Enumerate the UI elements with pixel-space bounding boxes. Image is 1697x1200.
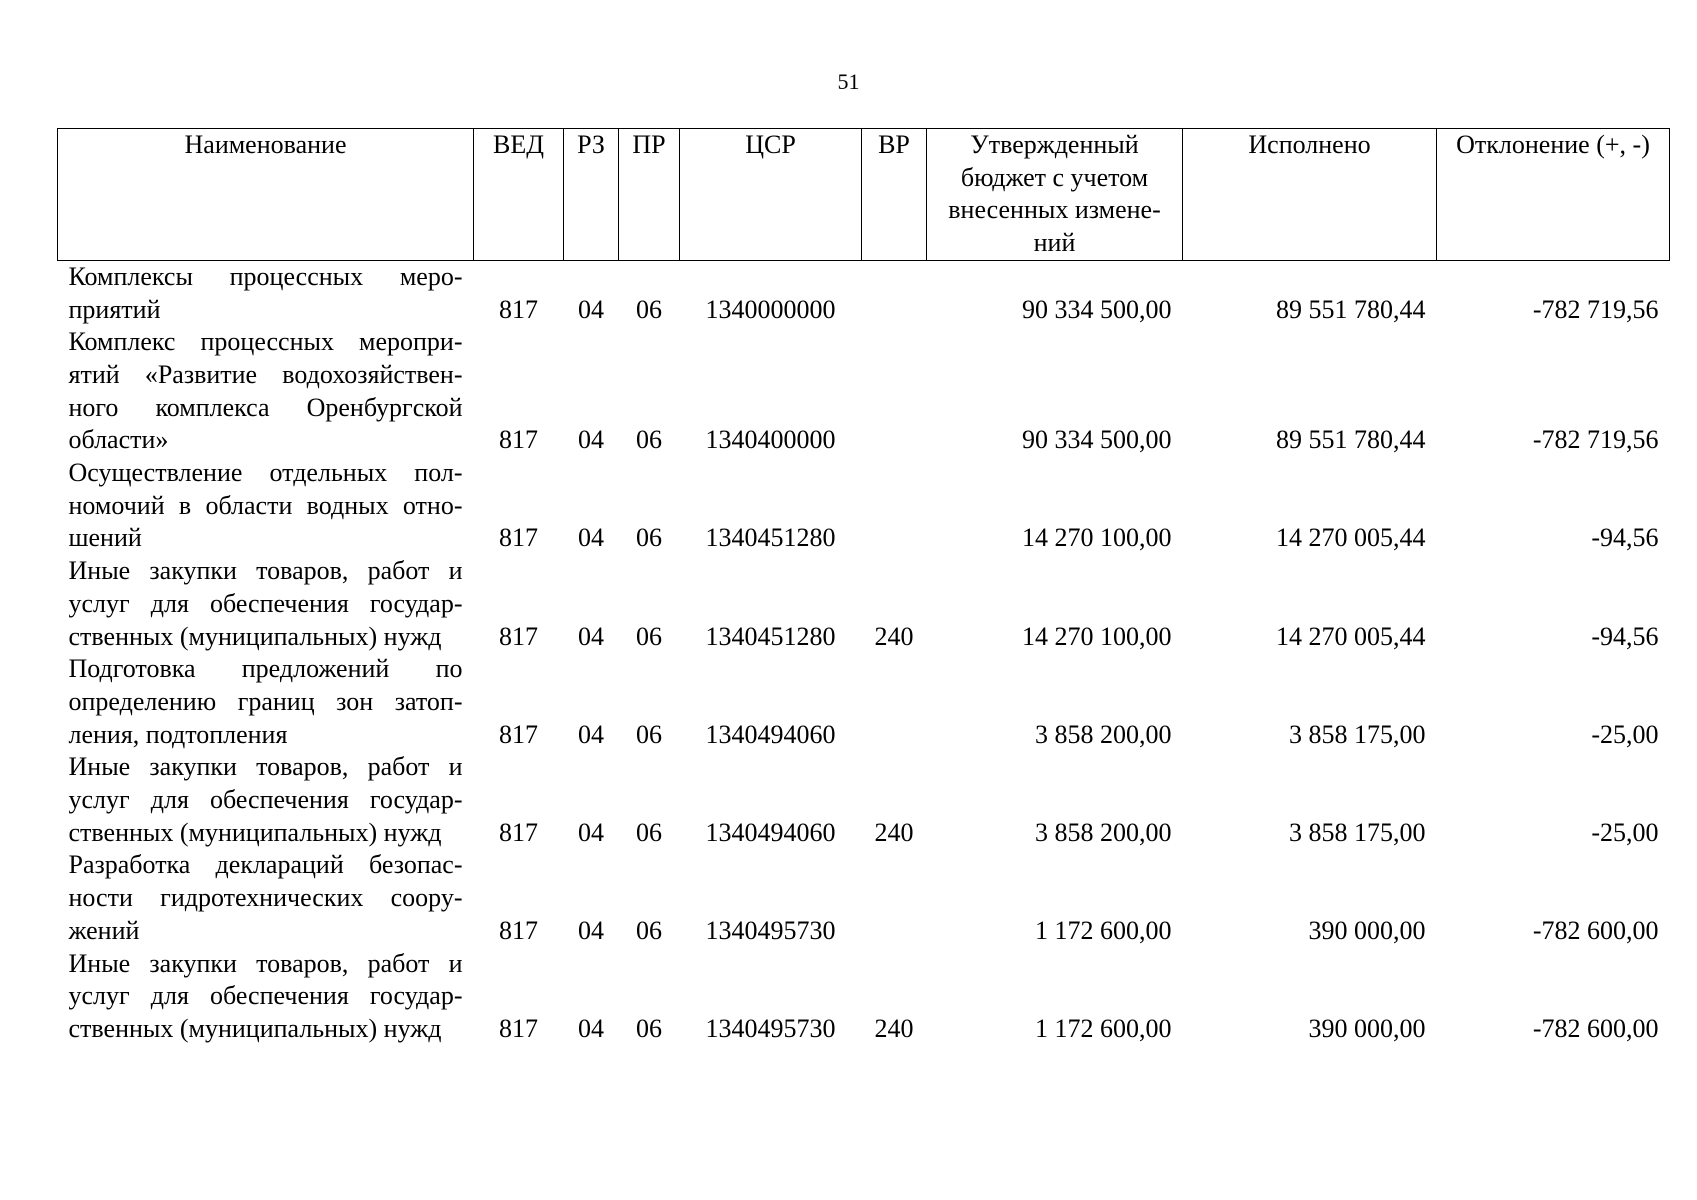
table-row — [58, 653, 1670, 751]
row-ved: 817 — [499, 523, 538, 553]
table-row — [58, 326, 1670, 457]
row-approved: 1 172 600,00 — [1035, 1013, 1172, 1043]
row-deviation: -94,56 — [1591, 523, 1659, 553]
row-approved: 90 334 500,00 — [1022, 294, 1172, 324]
row-ved: 817 — [499, 425, 538, 455]
row-deviation: -94,56 — [1591, 621, 1659, 651]
row-rz: 04 — [578, 817, 604, 847]
row-approved: 3 858 200,00 — [1035, 719, 1172, 749]
row-approved: 3 858 200,00 — [1035, 817, 1172, 847]
row-approved: 90 334 500,00 — [1022, 425, 1172, 455]
header-pr: ПР — [619, 129, 680, 261]
row-ved: 817 — [499, 1013, 538, 1043]
budget-execution-table — [57, 128, 1670, 1046]
header-vr: ВР — [862, 129, 927, 261]
row-executed: 89 551 780,44 — [1276, 425, 1426, 455]
row-pr: 06 — [636, 294, 662, 324]
row-vr: 240 — [874, 621, 914, 651]
row-pr: 06 — [636, 425, 662, 455]
row-rz: 04 — [578, 294, 604, 324]
row-pr: 06 — [636, 1013, 662, 1043]
row-name: Подготовка предложений по определению границ зон затоп-ления, подтопления — [68, 654, 463, 749]
row-vr — [862, 260, 927, 326]
row-csr: 1340495730 — [705, 915, 836, 945]
row-pr: 06 — [636, 915, 662, 945]
row-csr: 1340494060 — [705, 817, 836, 847]
row-rz: 04 — [578, 425, 604, 455]
header-name: Наименование — [58, 129, 474, 261]
row-deviation: -782 719,56 — [1532, 294, 1659, 324]
row-name: Иные закупки товаров, работ и услуг для обеспечения государ-ственных (муниципальных) нужд — [68, 556, 463, 651]
row-approved: 1 172 600,00 — [1035, 915, 1172, 945]
row-pr: 06 — [636, 719, 662, 749]
row-deviation: -25,00 — [1591, 719, 1659, 749]
header-approved-budget: Утвержденный бюджет с учетом внесенных измене-ний — [927, 129, 1183, 261]
row-ved: 817 — [499, 817, 538, 847]
row-executed: 390 000,00 — [1308, 1013, 1426, 1043]
row-name: Осуществление отдельных пол-номочий в области водных отно-шений — [68, 458, 463, 553]
row-csr: 1340451280 — [705, 523, 836, 553]
row-vr: 240 — [874, 817, 914, 847]
row-vr — [862, 849, 927, 947]
row-name: Комплекс процессных меропри-ятий «Развитие водохозяйствен-ного комплекса Оренбургской области» — [68, 327, 463, 455]
row-pr: 06 — [636, 621, 662, 651]
header-row — [58, 129, 1670, 261]
row-deviation: -782 600,00 — [1532, 1013, 1659, 1043]
row-csr: 1340451280 — [705, 621, 836, 651]
row-vr — [862, 457, 927, 555]
row-name: Разработка деклараций безопас-ности гидротехнических соору-жений — [68, 850, 463, 945]
table-row — [58, 555, 1670, 653]
row-deviation: -782 719,56 — [1532, 425, 1659, 455]
row-rz: 04 — [578, 915, 604, 945]
row-csr: 1340495730 — [705, 1013, 836, 1043]
row-deviation: -782 600,00 — [1532, 915, 1659, 945]
row-vr — [862, 653, 927, 751]
row-ved: 817 — [499, 915, 538, 945]
row-pr: 06 — [636, 523, 662, 553]
row-executed: 14 270 005,44 — [1276, 621, 1426, 651]
row-vr: 240 — [874, 1013, 914, 1043]
row-executed: 3 858 175,00 — [1289, 817, 1426, 847]
row-ved: 817 — [499, 294, 538, 324]
table-header — [58, 129, 1670, 261]
row-vr — [862, 326, 927, 457]
row-ved: 817 — [499, 719, 538, 749]
row-approved: 14 270 100,00 — [1022, 523, 1172, 553]
row-executed: 3 858 175,00 — [1289, 719, 1426, 749]
row-approved: 14 270 100,00 — [1022, 621, 1172, 651]
row-name: Иные закупки товаров, работ и услуг для обеспечения государ-ственных (муниципальных) нужд — [68, 752, 463, 847]
row-executed: 14 270 005,44 — [1276, 523, 1426, 553]
table-row — [58, 457, 1670, 555]
row-rz: 04 — [578, 621, 604, 651]
row-csr: 1340400000 — [705, 425, 836, 455]
header-executed: Исполнено — [1183, 129, 1437, 261]
header-rz: РЗ — [564, 129, 619, 261]
row-deviation: -25,00 — [1591, 817, 1659, 847]
row-rz: 04 — [578, 1013, 604, 1043]
header-ved: ВЕД — [474, 129, 564, 261]
table-row — [58, 849, 1670, 947]
table-body — [58, 260, 1670, 1045]
table-row — [58, 260, 1670, 326]
page-number: 51 — [837, 69, 860, 94]
table-row — [58, 948, 1670, 1046]
row-rz: 04 — [578, 719, 604, 749]
header-deviation: Отклонение (+, -) — [1437, 129, 1670, 261]
row-name: Иные закупки товаров, работ и услуг для обеспечения государ-ственных (муниципальных) нужд — [68, 948, 463, 1043]
header-csr: ЦСР — [680, 129, 862, 261]
row-csr: 1340494060 — [705, 719, 836, 749]
row-executed: 390 000,00 — [1308, 915, 1426, 945]
row-pr: 06 — [636, 817, 662, 847]
table-row — [58, 751, 1670, 849]
row-rz: 04 — [578, 523, 604, 553]
row-csr: 1340000000 — [705, 294, 836, 324]
row-name: Комплексы процессных меро-приятий — [68, 261, 463, 324]
row-ved: 817 — [499, 621, 538, 651]
row-executed: 89 551 780,44 — [1276, 294, 1426, 324]
